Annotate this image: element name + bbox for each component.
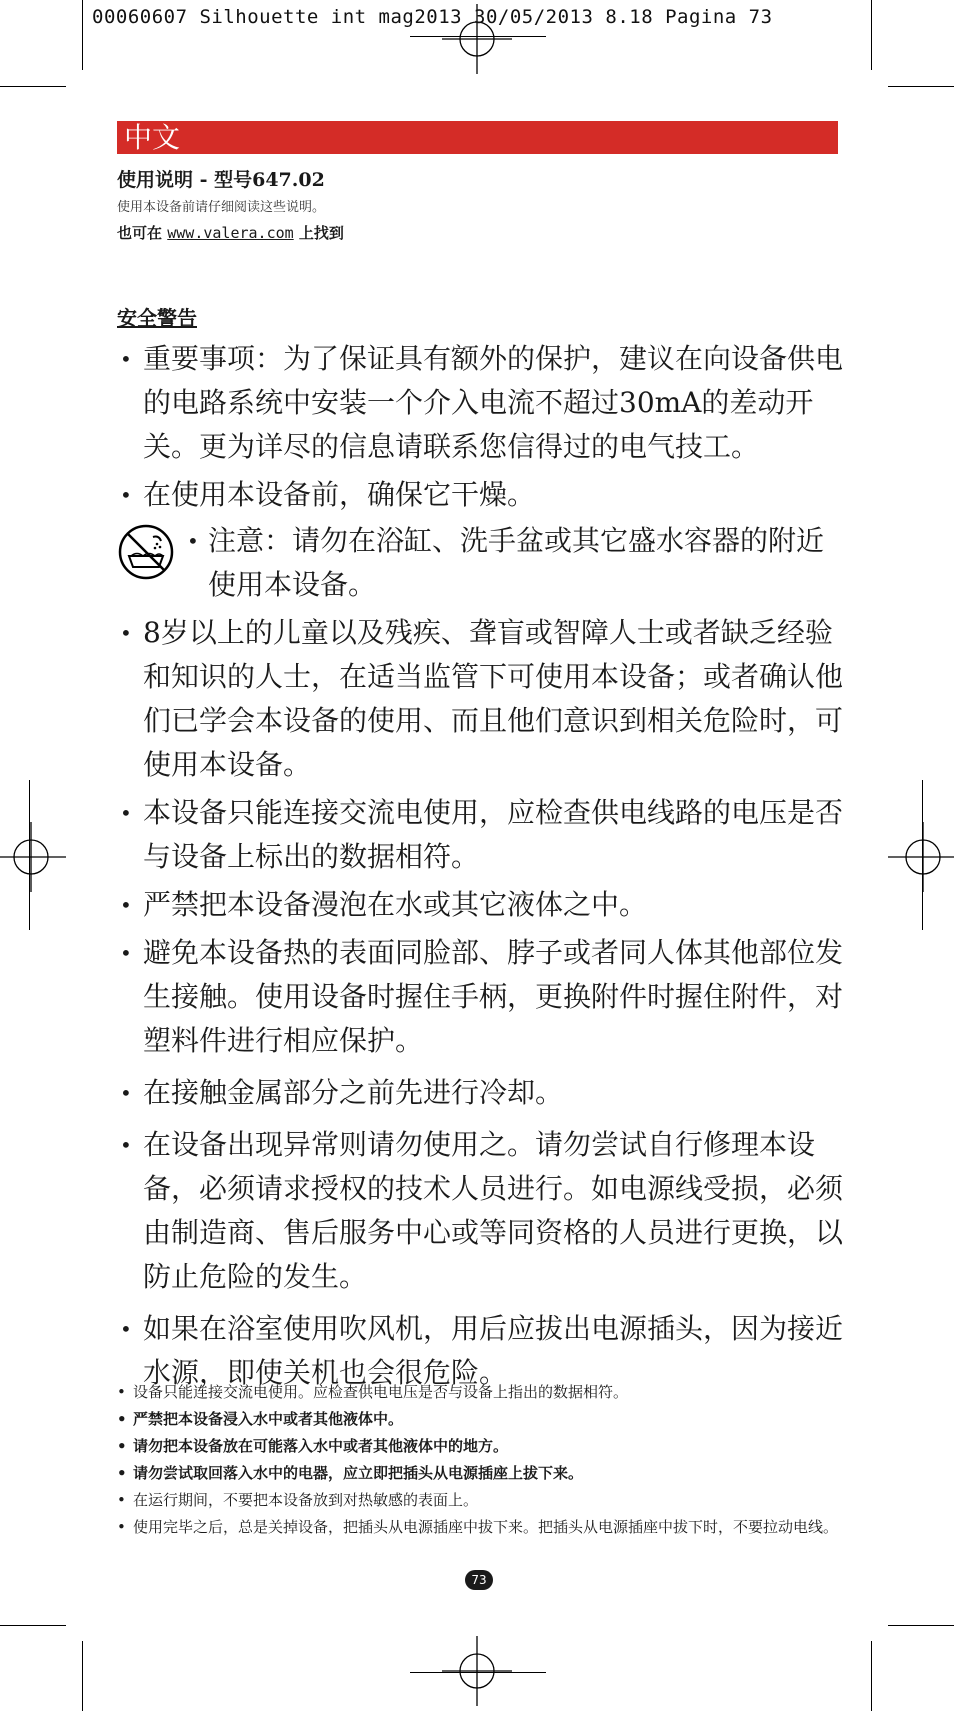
note-item xyxy=(117,1515,847,1539)
list-item-text: 8岁以上的儿童以及残疾、聋盲或智障人士或者缺乏经验和知识的人士，在适当监管下可使用本设备；或者确认他们已学会本设备的使用、而且他们意识到相关危险时，可使用本设备。 xyxy=(143,616,844,781)
website-prefix: 也可在 xyxy=(117,224,163,242)
crop-mark xyxy=(82,0,83,70)
crop-mark xyxy=(410,1672,546,1673)
note-text: 使用完毕之后，总是关掉设备，把插头从电源插座中拔下来。把插头从电源插座中拔下时，不要拉动电线。 xyxy=(133,1518,839,1536)
no-bath-water-icon xyxy=(117,523,175,581)
note-item xyxy=(117,1407,847,1431)
crop-mark xyxy=(82,1641,83,1711)
note-text: 在运行期间，不要把本设备放到对热敏感的表面上。 xyxy=(133,1491,479,1509)
crop-mark xyxy=(0,86,66,87)
bullet-marker: • xyxy=(120,1133,132,1157)
bullet-marker: • xyxy=(120,1317,132,1341)
bullet-marker: • xyxy=(117,1464,127,1482)
bullet-marker: • xyxy=(120,483,132,507)
crop-mark xyxy=(0,1625,66,1626)
bullet-marker: • xyxy=(120,347,132,371)
list-item xyxy=(117,337,847,469)
list-item-text: 严禁把本设备漫泡在水或其它液体之中。 xyxy=(143,888,648,921)
bullet-marker: • xyxy=(117,1410,127,1428)
registration-mark-icon xyxy=(442,1636,512,1706)
list-item-text: 如果在浴室使用吹风机，用后应拔出电源插头，因为接近水源，即使关机也会很危险。 xyxy=(143,1312,844,1389)
document-subtitle: 使用本设备前请仔细阅读这些说明。 xyxy=(117,200,326,215)
crop-mark xyxy=(888,86,954,87)
list-item xyxy=(117,611,847,787)
note-text: 请勿把本设备放在可能落入水中或者其他液体中的地方。 xyxy=(133,1437,509,1455)
list-item-text: 本设备只能连接交流电使用，应检查供电线路的电压是否与设备上标出的数据相符。 xyxy=(143,796,844,873)
note-item xyxy=(117,1434,847,1458)
bullet-marker: • xyxy=(117,1437,127,1455)
crop-mark xyxy=(410,36,546,37)
note-text: 严禁把本设备浸入水中或者其他液体中。 xyxy=(133,1410,404,1428)
bullet-marker: • xyxy=(117,1518,126,1536)
list-item-text: 注意：请勿在浴缸、洗手盆或其它盛水容器的附近使用本设备。 xyxy=(208,524,825,601)
website-link[interactable]: www.valera.com xyxy=(167,224,294,242)
print-header: 00060607 Silhouette int mag2013 30/05/2013 8.18 Pagina 73 xyxy=(92,6,773,28)
crop-mark xyxy=(888,1625,954,1626)
document-title: 使用说明 - 型号647.02 xyxy=(117,169,325,191)
list-item xyxy=(117,519,847,607)
bullet-marker: • xyxy=(120,893,132,917)
note-text: 设备只能连接交流电使用。应检查供电电压是否与设备上指出的数据相符。 xyxy=(133,1383,629,1401)
list-item xyxy=(117,1071,847,1115)
list-item xyxy=(117,931,847,1063)
language-tab: 中文 xyxy=(117,121,838,154)
notes-list xyxy=(117,1380,847,1542)
crop-mark xyxy=(29,780,30,930)
list-item-text: 在设备出现异常则请勿使用之。请勿尝试自行修理本设备，必须请求授权的技术人员进行。如电源线受损，必须由制造商、售后服务中心或等同资格的人员进行更换，以防止危险的发生。 xyxy=(143,1128,844,1293)
bullet-marker: • xyxy=(187,529,199,553)
crop-mark xyxy=(871,1641,872,1711)
note-item xyxy=(117,1488,847,1512)
website-line xyxy=(117,222,344,243)
warning-list xyxy=(117,337,847,1395)
list-item-text: 在使用本设备前，确保它干燥。 xyxy=(143,478,536,511)
bullet-marker: • xyxy=(120,941,132,965)
list-item xyxy=(117,883,847,927)
bullet-marker: • xyxy=(120,801,132,825)
note-item xyxy=(117,1461,847,1485)
list-item-text: 重要事项：为了保证具有额外的保护，建议在向设备供电的电路系统中安装一个介入电流不超过30mA的差动开关。更为详尽的信息请联系您信得过的电气技工。 xyxy=(143,342,844,463)
section-title: 安全警告 xyxy=(117,306,197,330)
list-item xyxy=(117,473,847,517)
website-suffix: 上找到 xyxy=(298,224,344,242)
list-item-text: 在接触金属部分之前先进行冷却。 xyxy=(143,1076,564,1109)
registration-mark-icon xyxy=(0,822,66,892)
note-text: 请勿尝试取回落入水中的电器，应立即把插头从电源插座上拔下来。 xyxy=(133,1464,584,1482)
crop-mark xyxy=(922,780,923,930)
registration-mark-icon xyxy=(888,822,954,892)
note-item xyxy=(117,1380,847,1404)
list-item xyxy=(117,791,847,879)
bullet-marker: • xyxy=(120,621,132,645)
bullet-marker: • xyxy=(117,1383,126,1401)
list-item xyxy=(117,1123,847,1299)
bullet-marker: • xyxy=(117,1491,126,1509)
list-item-text: 避免本设备热的表面同脸部、脖子或者同人体其他部位发生接触。使用设备时握住手柄，更换附件时握住附件，对塑料件进行相应保护。 xyxy=(143,936,844,1057)
page-number-badge: 73 xyxy=(465,1570,493,1590)
crop-mark xyxy=(871,0,872,70)
bullet-marker: • xyxy=(120,1081,132,1105)
